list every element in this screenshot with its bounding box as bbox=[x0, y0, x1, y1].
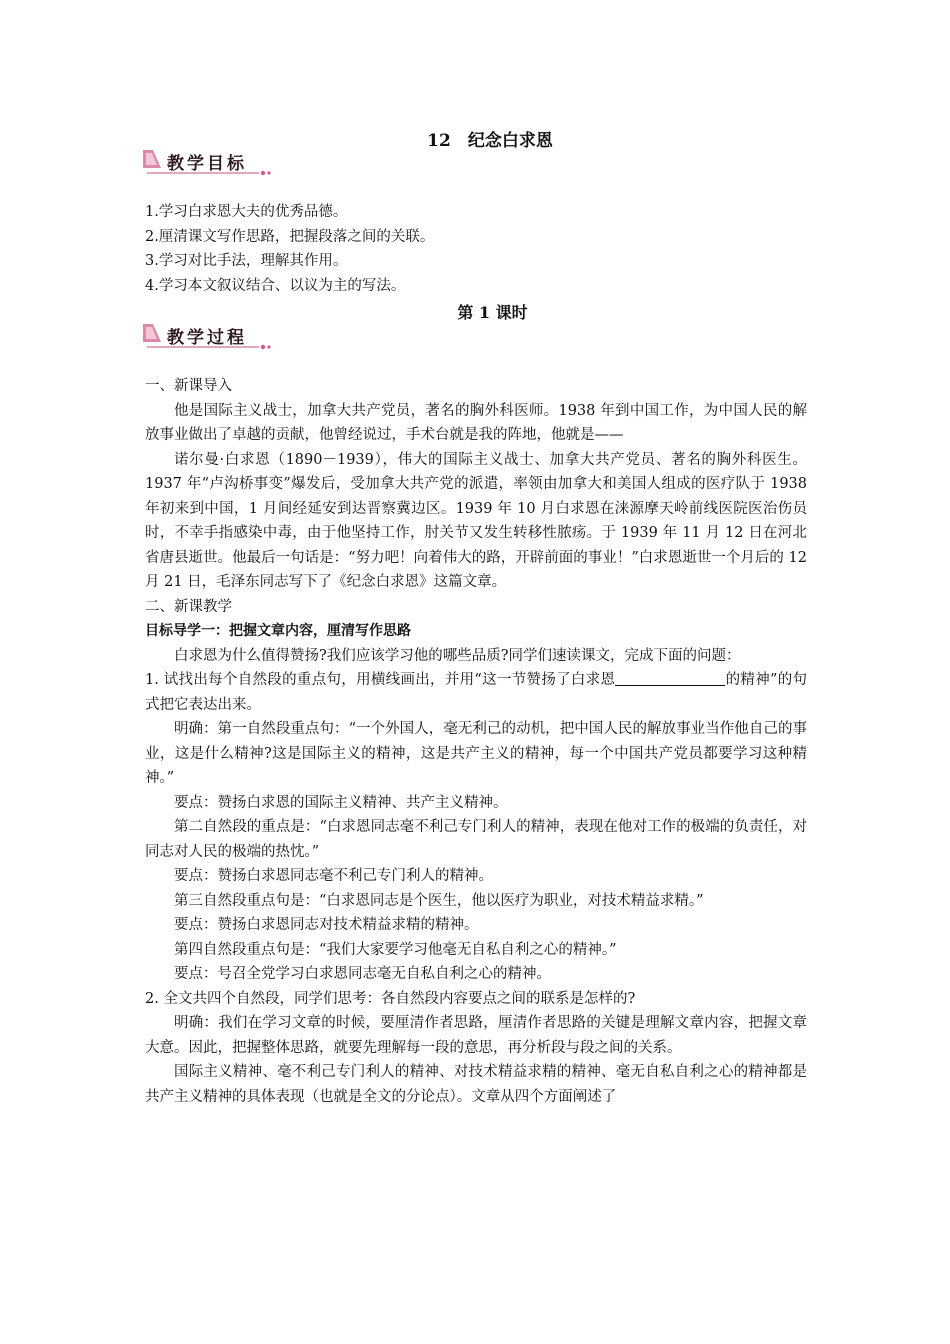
banner-wedge-icon bbox=[143, 150, 161, 168]
objectives-banner bbox=[143, 148, 277, 176]
part-heading: 二、新课教学 bbox=[145, 598, 232, 615]
objective-item: 4.学习本文叙议结合、以议为主的写法。 bbox=[145, 277, 406, 294]
paragraph: 国际主义精神、毫不利己专门利人的精神、对技术精益求精的精神、毫无自私自利之心的精神都是共产主义精神的具体表现（也就是全文的分论点）。文章从四个方面阐述了 bbox=[145, 1064, 807, 1105]
objectives-list bbox=[145, 200, 807, 298]
objective-item: 2.厘清课文写作思路，把握段落之间的关联。 bbox=[145, 228, 435, 245]
part-heading: 一、新课导入 bbox=[145, 378, 232, 394]
key-point: 要点：号召全党学习白求恩同志毫无自私自利之心的精神。 bbox=[174, 966, 551, 982]
page-title: 12 纪念白求恩 bbox=[427, 131, 553, 151]
banner-rule bbox=[147, 344, 271, 350]
question-text: 1. 试找出每个自然段的重点句，用横线画出，并用“这一节赞扬了白求恩 bbox=[145, 672, 616, 688]
fill-blank bbox=[615, 671, 725, 686]
key-point: 要点：赞扬白求恩同志对技术精益求精的精神。 bbox=[174, 917, 479, 933]
question-2: 2. 全文共四个自然段，同学们思考：各自然段内容要点之间的联系是怎样的? bbox=[145, 990, 636, 1007]
process-body bbox=[145, 374, 807, 1109]
goal-heading: 目标导学一：把握文章内容，厘清写作思路 bbox=[145, 623, 411, 639]
objective-item: 3.学习对比手法，理解其作用。 bbox=[145, 253, 348, 269]
key-point: 要点：赞扬白求恩的国际主义精神、共产主义精神。 bbox=[174, 794, 508, 811]
process-heading: 教学过程 bbox=[167, 328, 247, 348]
objectives-heading: 教学目标 bbox=[167, 154, 247, 174]
paragraph: 第四自然段重点句是：“我们大家要学习他毫无自私自利之心的精神。” bbox=[174, 941, 617, 958]
banner-wedge-icon bbox=[143, 324, 161, 342]
objective-item: 1.学习白求恩大夫的优秀品德。 bbox=[145, 204, 348, 220]
question-1 bbox=[145, 668, 807, 717]
process-banner bbox=[143, 322, 277, 350]
paragraph: 明确：我们在学习文章的时候，要厘清作者思路，厘清作者思路的关键是理解文章内容，把握文章大意。因此，把握整体思路，就要先理解每一段的意思，再分析段与段之间的关系。 bbox=[145, 1015, 807, 1056]
paragraph: 第三自然段重点句是：“白求恩同志是个医生，他以医疗为职业，对技术精益求精。” bbox=[174, 892, 704, 909]
question-text: 的精神”的句式把它表达出来。 bbox=[145, 672, 807, 713]
paragraph: 第二自然段的重点是：“白求恩同志毫不利己专门利人的精神，表现在他对工作的极端的负责任，对同志对人民的极端的热忱。” bbox=[145, 819, 807, 860]
paragraph: 他是国际主义战士，加拿大共产党员，著名的胸外科医师。1938 年到中国工作，为中国人民的解放事业做出了卓越的贡献，他曾经说过，手术台就是我的阵地，他就是—— bbox=[145, 402, 807, 443]
banner-rule bbox=[147, 170, 271, 176]
key-point: 要点：赞扬白求恩同志毫不利己专门利人的精神。 bbox=[174, 868, 493, 884]
paragraph: 诺尔曼·白求恩（1890－1939），伟大的国际主义战士、加拿大共产党员、著名的胸外科医生。1937 年“卢沟桥事变”爆发后，受加拿大共产党的派遣，率领由加拿大和美国人组成的医疗队于 1938 年初来到中国，1 月间经延安到达晋察冀边区。1939 年 10 月白求恩在涞源摩天岭前线医院医治伤员时，不幸手指感染中毒，由于他坚持工作，肘关节又发生转移性脓疡。于 1939 年 11 月 12 日在河北省唐县逝世。他最后一句话是：“努力吧！向着伟大的路，开辟前面的事业！”白求恩逝世一个月后的 12 月 21 日，毛泽东同志写下了《纪念白求恩》这篇文章。 bbox=[145, 451, 807, 590]
paragraph: 白求恩为什么值得赞扬?我们应该学习他的哪些品质?同学们速读课文，完成下面的问题： bbox=[174, 647, 741, 664]
lesson-title: 第 1 课时 bbox=[457, 303, 528, 322]
paragraph: 明确：第一自然段重点句：“一个外国人，毫无利己的动机，把中国人民的解放事业当作他自己的事业，这是什么精神?这是国际主义的精神，这是共产主义的精神，每一个中国共产党员都要学习这种精神。” bbox=[145, 721, 807, 786]
